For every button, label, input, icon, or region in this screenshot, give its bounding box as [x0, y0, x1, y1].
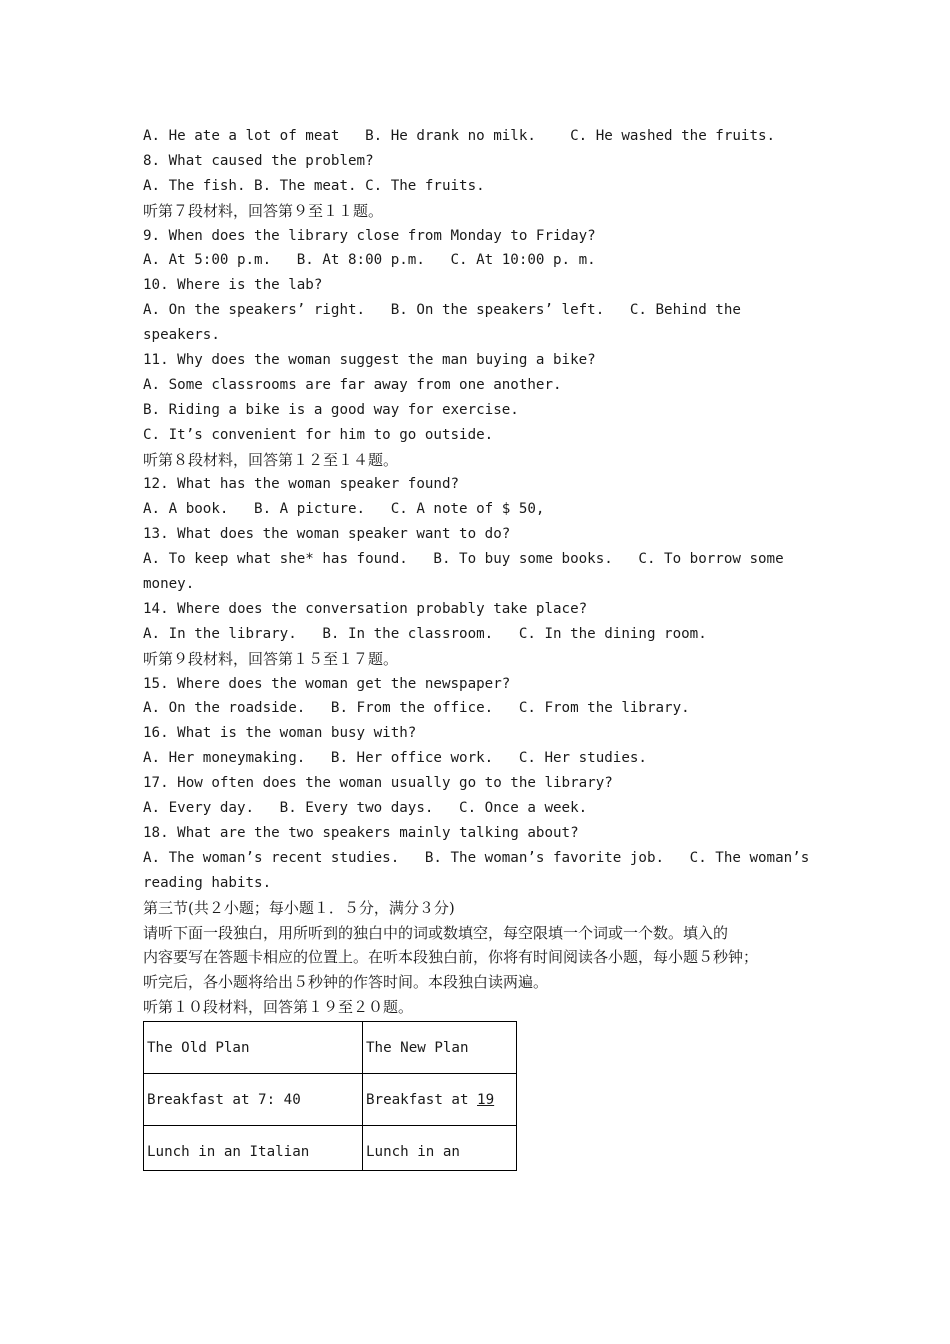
answer-options-q13: A. To keep what she* has found. B. To buy some books. C. To borrow some: [143, 551, 784, 568]
question-17: 17. How often does the woman usually go to the library?: [143, 775, 613, 792]
answer-blank-19: 19: [477, 1091, 495, 1108]
answer-options-q12: A. A book. B. A picture. C. A note of $ 50,: [143, 501, 545, 518]
question-9: 9. When does the library close from Monday to Friday?: [143, 227, 596, 244]
question-13: 13. What does the woman speaker want to do?: [143, 526, 511, 543]
section-instruction-10: 听第１０段材料，回答第１９至２０题。: [143, 998, 414, 1017]
question-8: 8. What caused the problem?: [143, 152, 374, 169]
answer-options-q15: A. On the roadside. B. From the office. C. From the library.: [143, 700, 690, 717]
part-three-instruction-3: 听完后，各小题将给出５秒钟的作答时间。本段独白读两遍。: [143, 973, 549, 992]
answer-options-q13-cont: money.: [143, 576, 195, 593]
old-plan-lunch: Lunch in an Italian: [144, 1126, 363, 1172]
exam-page: [143, 124, 823, 1020]
answer-option-q11-a: A. Some classrooms are far away from one another.: [143, 376, 562, 393]
question-11: 11. Why does the woman suggest the man buying a bike?: [143, 352, 596, 369]
old-plan-breakfast: Breakfast at 7: 40: [144, 1074, 363, 1126]
plan-table: [143, 1021, 517, 1171]
header-new-plan: The New Plan: [363, 1022, 517, 1074]
question-10: 10. Where is the lab?: [143, 277, 323, 294]
answer-options-q8: A. The fish. B. The meat. C. The fruits.: [143, 177, 485, 194]
answer-options-q10-cont: speakers.: [143, 327, 220, 344]
part-three-instruction-2: 内容要写在答题卡相应的位置上。在听本段独白前，你将有时间阅读各小题，每小题５秒钟；: [143, 948, 759, 967]
question-12: 12. What has the woman speaker found?: [143, 476, 460, 493]
section-instruction-7: 听第７段材料，回答第９至１１题。: [143, 201, 384, 220]
header-old-plan: The Old Plan: [144, 1022, 363, 1074]
part-three-instruction-1: 请听下面一段独白，用所听到的独白中的词或数填空，每空限填一个词或一个数。填入的: [143, 923, 729, 942]
answer-options-q18-cont: reading habits.: [143, 874, 272, 891]
answer-options-q10: A. On the speakers’ right. B. On the speakers’ left. C. Behind the: [143, 302, 741, 319]
new-plan-breakfast-label: Breakfast at: [366, 1091, 478, 1108]
answer-option-q11-c: C. It’s convenient for him to go outside.: [143, 426, 494, 443]
answer-options-q18: A. The woman’s recent studies. B. The woman’s favorite job. C. The woman’s: [143, 849, 810, 866]
question-14: 14. Where does the conversation probably take place?: [143, 600, 588, 617]
section-instruction-9: 听第９段材料，回答第１５至１７题。: [143, 649, 399, 668]
new-plan-breakfast: [363, 1074, 517, 1126]
answer-options-q16: A. Her moneymaking. B. Her office work. C. Her studies.: [143, 750, 647, 767]
answer-options-q14: A. In the library. B. In the classroom. C. In the dining room.: [143, 625, 707, 642]
part-three-heading: 第三节(共２小题；每小题１．５分，满分３分): [143, 898, 455, 917]
new-plan-lunch: Lunch in an: [363, 1126, 517, 1172]
answer-options-q7: A. He ate a lot of meat B. He drank no milk. C. He washed the fruits.: [143, 128, 776, 144]
question-15: 15. Where does the woman get the newspaper?: [143, 675, 511, 692]
answer-option-q11-b: B. Riding a bike is a good way for exercise.: [143, 401, 519, 418]
question-16: 16. What is the woman busy with?: [143, 725, 417, 742]
answer-options-q9: A. At 5:00 p.m. B. At 8:00 p.m. C. At 10:00 p. m.: [143, 252, 596, 269]
question-18: 18. What are the two speakers mainly talking about?: [143, 824, 579, 841]
section-instruction-8: 听第８段材料，回答第１２至１４题。: [143, 450, 399, 469]
answer-options-q17: A. Every day. B. Every two days. C. Once a week.: [143, 800, 588, 817]
